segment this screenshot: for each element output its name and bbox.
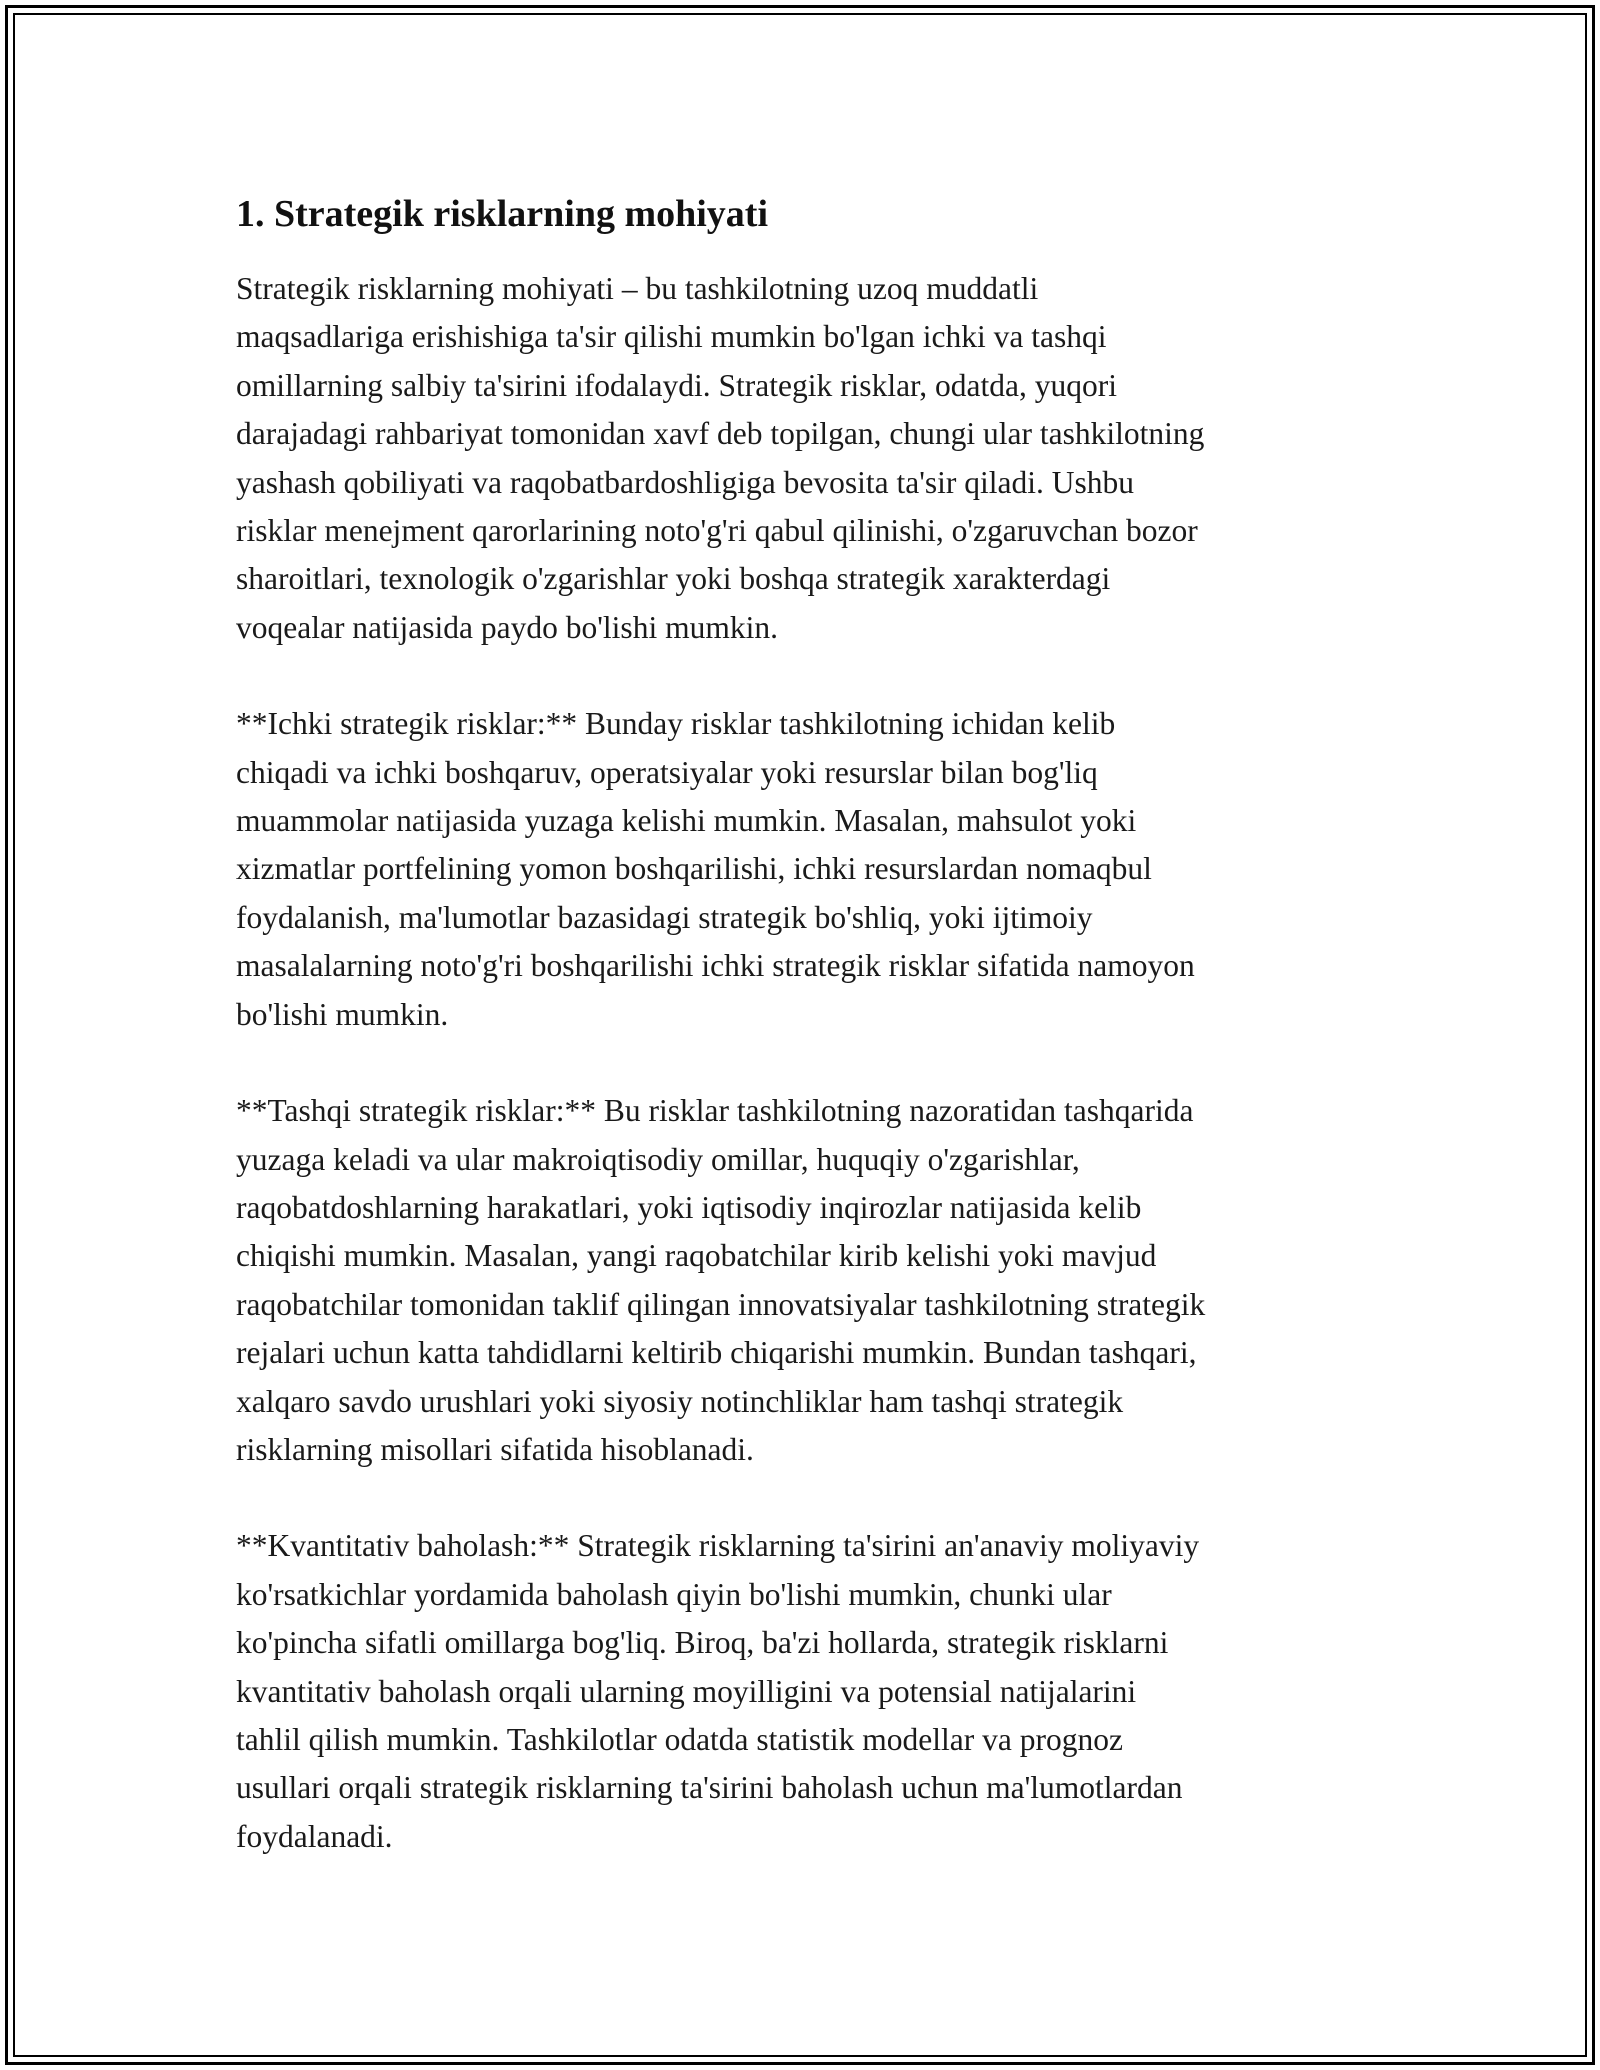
paragraph-quantitative-assessment: **Kvantitativ baholash:** Strategik risklarning ta'sirini an'anaviy moliyaviy ko'rsatkichlar yordamida baholash qiyin bo'lishi mumkin, chunki ular ko'pincha sifatli omillarga bog'liq. Biroq, ba'zi hollarda, strategik risklarni kvantitativ baholash orqali ularning moyilligini va potensial natijalarini tahlil qilish mumkin. Tashkilotlar odatda statistik modellar va prognoz usullari orqali strategik risklarning ta'sirini baholash uchun ma'lumotlardan foydalanadi. xyxy=(236,1528,1200,1854)
paragraph-external-risks: **Tashqi strategik risklar:** Bu risklar tashkilotning nazoratidan tashqarida yuzaga keladi va ular makroiqtisodiy omillar, huquqiy o'zgarishlar, raqobatdoshlarning harakatlari, yoki iqtisodiy inqirozlar natijasida kelib chiqishi mumkin. Masalan, yangi raqobatchilar kirib kelishi yoki mavjud raqobatchilar tomonidan taklif qilingan innovatsiyalar tashkilotning strategik rejalari uchun katta tahdidlarni keltirib chiqarishi mumkin. Bundan tashqari, xalqaro savdo urushlari yoki siyosiy notinchliklar ham tashqi strategik risklarning misollari sifatida hisoblanadi. xyxy=(236,1093,1206,1467)
paragraph-intro: Strategik risklarning mohiyati – bu tashkilotning uzoq muddatli maqsadlariga erishishiga ta'sir qilishi mumkin bo'lgan ichki va tashqi omillarning salbiy ta'sirini ifodalaydi. Strategik risklar, odatda, yuqori darajadagi rahbariyat tomonidan xavf deb topilgan, chungi ular tashkilotning yashash qobiliyati va raqobatbardoshligiga bevosita ta'sir qiladi. Ushbu risklar menejment qarorlarining noto'g'ri qabul qilinishi, o'zgaruvchan bozor sharoitlari, texnologik o'zgarishlar yoki boshqa strategik xarakterdagi voqealar natijasida paydo bo'lishi mumkin. xyxy=(236,271,1205,645)
section-heading: 1. Strategik risklarning mohiyati xyxy=(236,193,769,235)
document-body xyxy=(236,188,1376,1909)
paragraph-internal-risks: **Ichki strategik risklar:** Bunday risklar tashkilotning ichidan kelib chiqadi va ichki boshqaruv, operatsiyalar yoki resurslar bilan bog'liq muammolar natijasida yuzaga kelishi mumkin. Masalan, mahsulot yoki xizmatlar portfelining yomon boshqarilishi, ichki resurslardan nomaqbul foydalanish, ma'lumotlar bazasidagi strategik bo'shliq, yoki ijtimoiy masalalarning noto'g'ri boshqarilishi ichki strategik risklar sifatida namoyon bo'lishi mumkin. xyxy=(236,706,1195,1032)
